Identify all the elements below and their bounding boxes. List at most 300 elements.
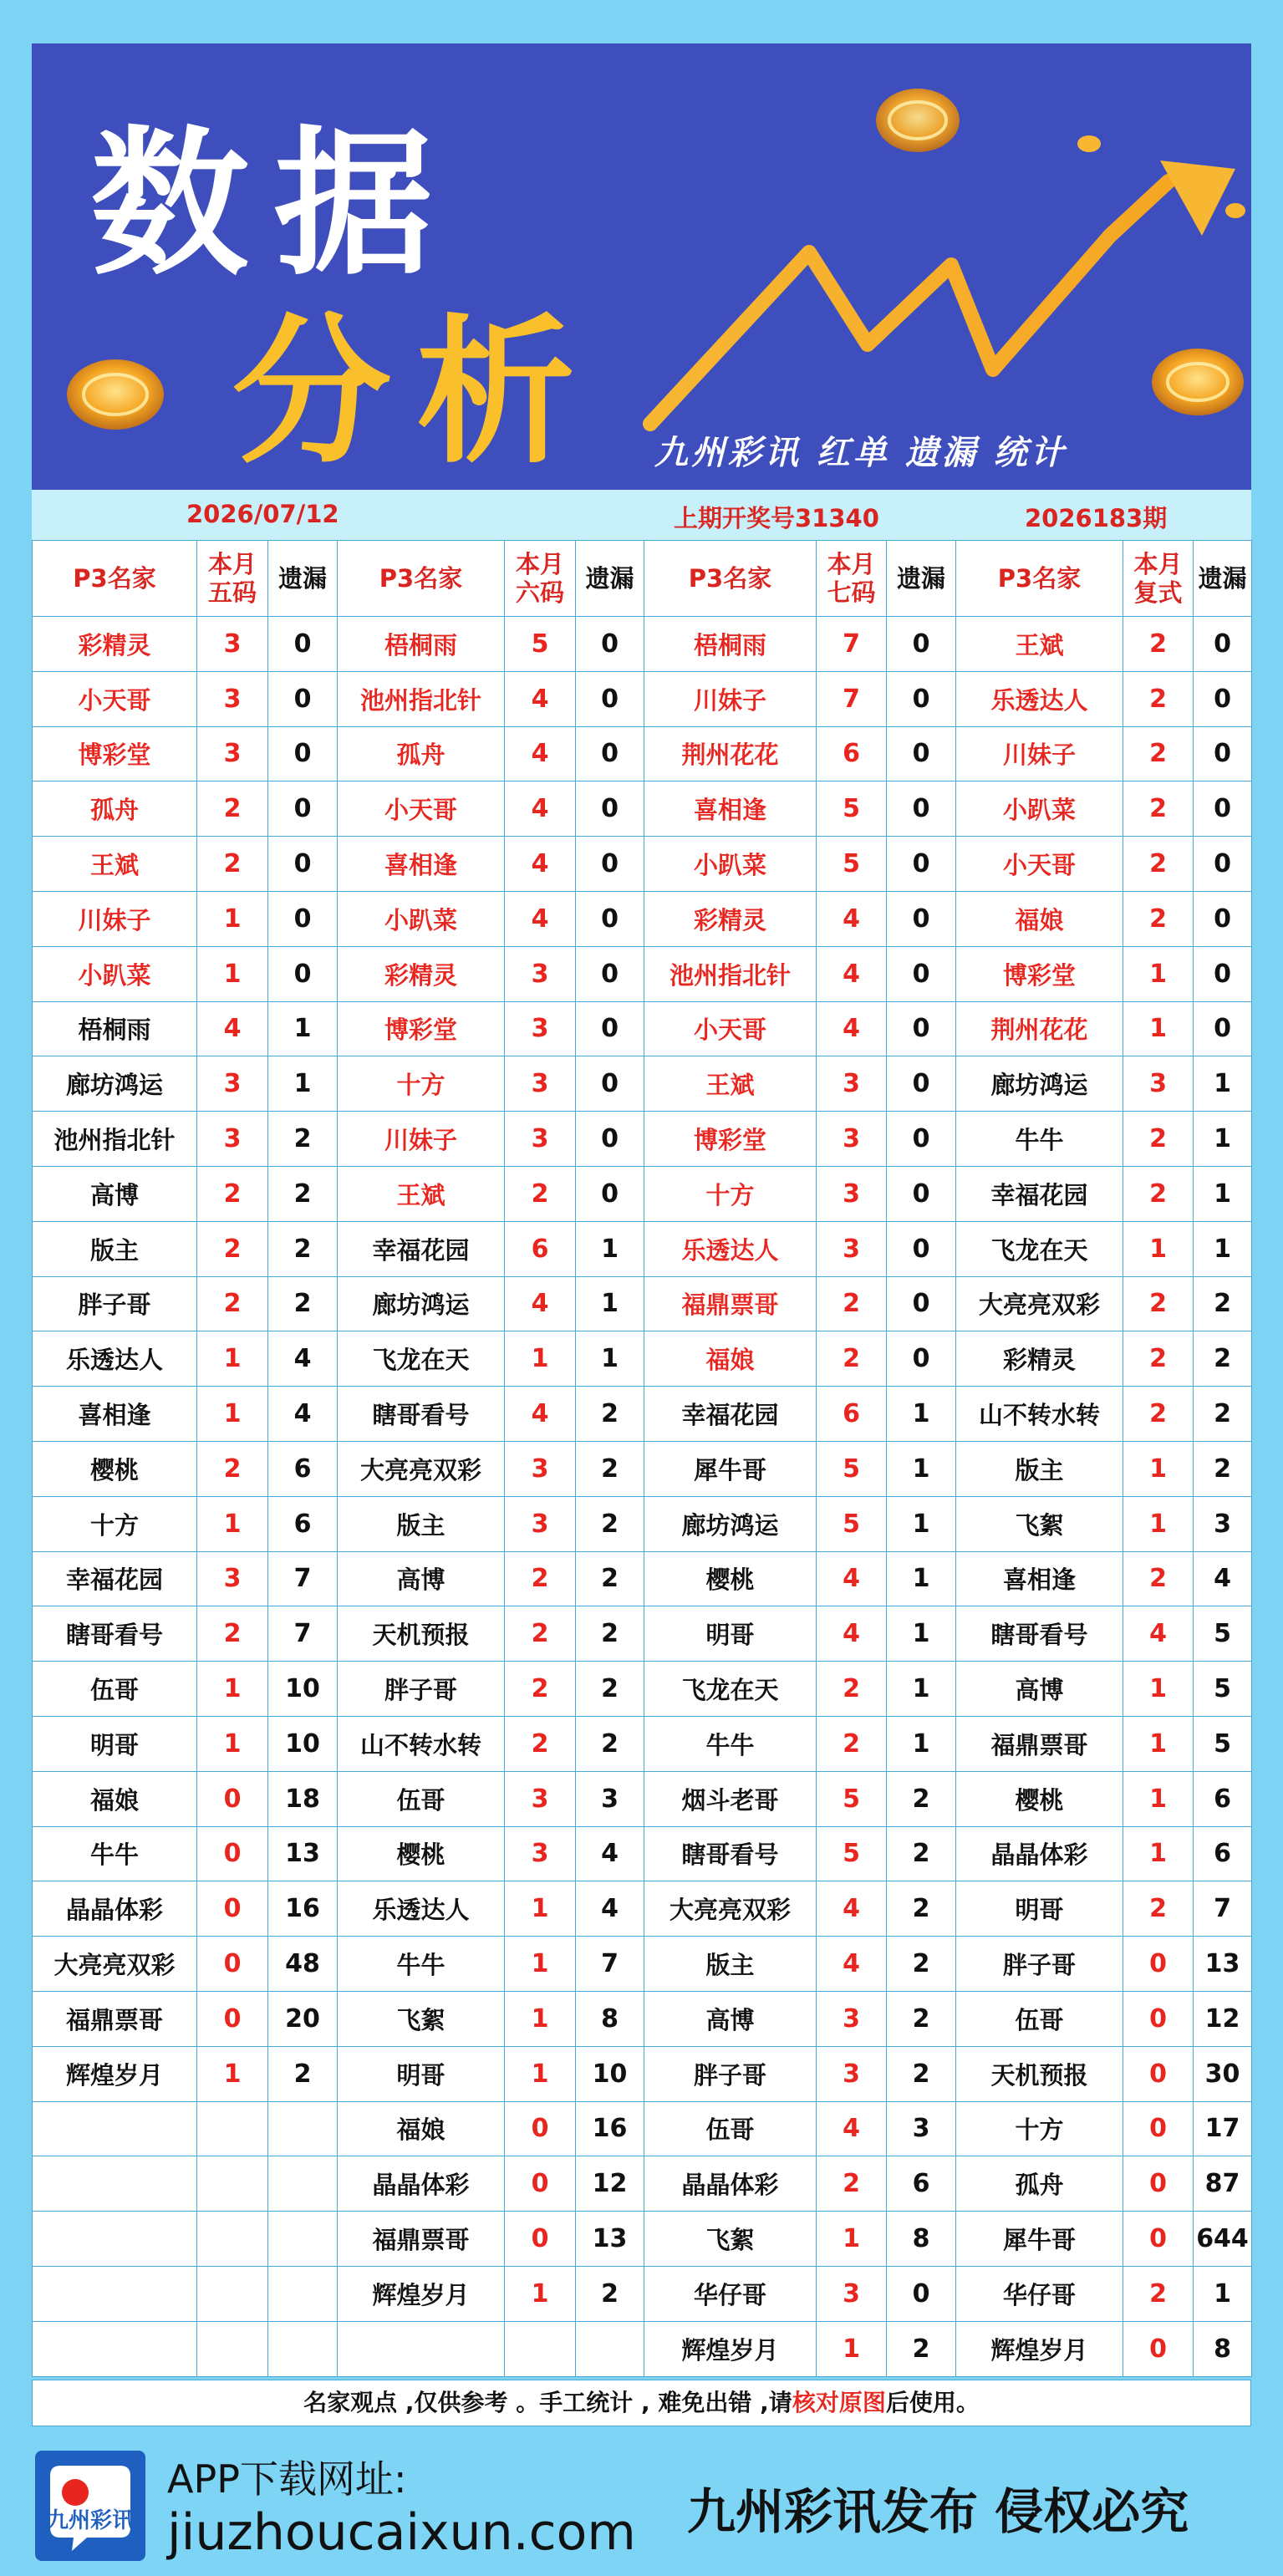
expert-name: 小趴菜: [956, 781, 1123, 837]
month-count: 4: [505, 1387, 576, 1442]
month-count: [197, 2321, 268, 2376]
month-count: 7: [817, 671, 887, 726]
month-count: 1: [1123, 1826, 1194, 1881]
table-row: [33, 1881, 1252, 1937]
miss-count: 87: [1194, 2156, 1252, 2212]
month-count: 1: [1123, 1771, 1194, 1826]
miss-count: 2: [887, 2321, 956, 2376]
expert-name: 高博: [338, 1551, 505, 1606]
month-count: 2: [1123, 1387, 1194, 1442]
miss-count: 1: [887, 1606, 956, 1662]
expert-name: 小天哥: [956, 837, 1123, 892]
expert-name: 梧桐雨: [338, 617, 505, 672]
miss-count: 0: [268, 671, 338, 726]
miss-count: 2: [887, 1991, 956, 2046]
month-count: 0: [1123, 2101, 1194, 2156]
month-count: 0: [505, 2212, 576, 2267]
banner-title-line1: 数据: [90, 112, 459, 297]
header-miss: 遗漏: [887, 541, 956, 617]
month-count: 2: [197, 781, 268, 837]
miss-count: 2: [268, 1112, 338, 1167]
header-month-count: 本月复式: [1123, 541, 1194, 617]
miss-count: 2: [887, 1826, 956, 1881]
table-row: [33, 1166, 1252, 1221]
expert-name: 廊坊鸿运: [338, 1276, 505, 1331]
miss-count: 2: [268, 1221, 338, 1276]
expert-name: 小趴菜: [33, 946, 197, 1001]
month-count: 1: [505, 1881, 576, 1937]
month-count: 5: [817, 1496, 887, 1551]
month-count: 3: [817, 1112, 887, 1167]
month-count: 3: [197, 1112, 268, 1167]
expert-name: 伍哥: [956, 1991, 1123, 2046]
miss-count: 0: [887, 837, 956, 892]
month-count: 0: [197, 1991, 268, 2046]
expert-name: 版主: [644, 1937, 817, 1992]
table-row: [33, 1716, 1252, 1771]
miss-count: 2: [576, 2266, 644, 2321]
miss-count: 6: [1194, 1771, 1252, 1826]
month-count: 3: [197, 726, 268, 781]
expert-name: 福鼎票哥: [338, 2212, 505, 2267]
expert-name: [33, 2212, 197, 2267]
expert-name: 伍哥: [644, 2101, 817, 2156]
miss-count: 0: [887, 1056, 956, 1112]
expert-name: 瞎哥看号: [644, 1826, 817, 1881]
table-row: [33, 1056, 1252, 1112]
coin-icon: [1152, 349, 1244, 415]
miss-count: 17: [1194, 2101, 1252, 2156]
table-row: [33, 1662, 1252, 1717]
expert-name: 十方: [33, 1496, 197, 1551]
month-count: 2: [1123, 1112, 1194, 1167]
table-row: [33, 1937, 1252, 1992]
banner-title-line2: 分析: [232, 300, 601, 485]
miss-count: 7: [268, 1551, 338, 1606]
miss-count: 0: [1194, 781, 1252, 837]
month-count: 2: [1123, 837, 1194, 892]
expert-name: 大亮亮双彩: [956, 1276, 1123, 1331]
miss-count: 0: [887, 1166, 956, 1221]
expert-name: 王斌: [956, 617, 1123, 672]
table-row: [33, 1441, 1252, 1496]
expert-name: 王斌: [33, 837, 197, 892]
miss-count: 2: [576, 1441, 644, 1496]
miss-count: 7: [268, 1606, 338, 1662]
month-count: 1: [1123, 1662, 1194, 1717]
miss-count: 12: [576, 2156, 644, 2212]
miss-count: 13: [1194, 1937, 1252, 1992]
expert-name: [33, 2156, 197, 2212]
miss-count: 10: [268, 1662, 338, 1717]
header-miss: 遗漏: [576, 541, 644, 617]
month-count: 3: [505, 1056, 576, 1112]
expert-name: [33, 2101, 197, 2156]
month-count: 3: [817, 1056, 887, 1112]
expert-name: 喜相逢: [956, 1551, 1123, 1606]
expert-name: 樱桃: [33, 1441, 197, 1496]
expert-name: 胖子哥: [956, 1937, 1123, 1992]
month-count: 7: [817, 617, 887, 672]
month-count: 4: [817, 1881, 887, 1937]
expert-name: 乐透达人: [338, 1881, 505, 1937]
expert-name: 明哥: [338, 2046, 505, 2101]
stats-table: [32, 540, 1252, 2377]
expert-name: 伍哥: [33, 1662, 197, 1717]
miss-count: [268, 2321, 338, 2376]
month-count: 4: [505, 726, 576, 781]
month-count: 5: [817, 781, 887, 837]
month-count: 2: [1123, 1881, 1194, 1937]
expert-name: 彩精灵: [338, 946, 505, 1001]
miss-count: 2: [576, 1606, 644, 1662]
month-count: 5: [817, 1441, 887, 1496]
month-count: [197, 2101, 268, 2156]
month-count: 1: [197, 1716, 268, 1771]
miss-count: 8: [576, 1991, 644, 2046]
table-row: [33, 2156, 1252, 2212]
banner-slogan: 九州彩讯 红单 遗漏 统计: [654, 434, 1067, 472]
month-count: 4: [817, 1937, 887, 1992]
expert-name: 天机预报: [338, 1606, 505, 1662]
expert-name: 福娘: [956, 891, 1123, 946]
miss-count: 1: [1194, 2266, 1252, 2321]
expert-name: 福鼎票哥: [956, 1716, 1123, 1771]
expert-name: 高博: [956, 1662, 1123, 1717]
month-count: 3: [505, 1771, 576, 1826]
miss-count: 0: [1194, 891, 1252, 946]
month-count: 1: [197, 1662, 268, 1717]
month-count: 3: [197, 671, 268, 726]
month-count: 6: [817, 726, 887, 781]
expert-name: [338, 2321, 505, 2376]
table-row: [33, 1112, 1252, 1167]
expert-name: 池州指北针: [644, 946, 817, 1001]
miss-count: 0: [576, 1056, 644, 1112]
month-count: 5: [817, 1826, 887, 1881]
miss-count: 2: [576, 1551, 644, 1606]
month-count: 2: [817, 1716, 887, 1771]
miss-count: 2: [1194, 1387, 1252, 1442]
expert-name: 高博: [33, 1166, 197, 1221]
miss-count: 2: [1194, 1276, 1252, 1331]
miss-count: 2: [576, 1662, 644, 1717]
expert-name: 华仔哥: [956, 2266, 1123, 2321]
miss-count: 0: [887, 1276, 956, 1331]
miss-count: 20: [268, 1991, 338, 2046]
expert-name: 明哥: [644, 1606, 817, 1662]
expert-name: 瞎哥看号: [338, 1387, 505, 1442]
miss-count: 7: [1194, 1881, 1252, 1937]
miss-count: 6: [887, 2156, 956, 2212]
miss-count: 6: [1194, 1826, 1252, 1881]
month-count: 2: [1123, 2266, 1194, 2321]
table-row: [33, 2321, 1252, 2376]
table-row: [33, 726, 1252, 781]
month-count: 1: [505, 1991, 576, 2046]
expert-name: 喜相逢: [33, 1387, 197, 1442]
expert-name: 樱桃: [956, 1771, 1123, 1826]
month-count: 3: [505, 1112, 576, 1167]
month-count: 0: [1123, 2046, 1194, 2101]
miss-count: 0: [268, 617, 338, 672]
miss-count: 8: [887, 2212, 956, 2267]
expert-name: 华仔哥: [644, 2266, 817, 2321]
month-count: 1: [505, 1937, 576, 1992]
miss-count: 0: [887, 671, 956, 726]
month-count: 2: [1123, 1551, 1194, 1606]
expert-name: 博彩堂: [644, 1112, 817, 1167]
month-count: 5: [817, 837, 887, 892]
note-text: 名家观点 ,仅供参考 。手工统计 , 难免出错 ,请: [303, 2389, 792, 2416]
expert-name: 明哥: [956, 1881, 1123, 1937]
miss-count: 5: [1194, 1662, 1252, 1717]
expert-name: 瞎哥看号: [956, 1606, 1123, 1662]
expert-name: 飞龙在天: [338, 1331, 505, 1387]
month-count: 2: [505, 1166, 576, 1221]
miss-count: 644: [1194, 2212, 1252, 2267]
month-count: 4: [505, 837, 576, 892]
month-count: 4: [817, 1551, 887, 1606]
app-download-url[interactable]: jiuzhoucaixun.com: [167, 2503, 636, 2562]
miss-count: 0: [576, 726, 644, 781]
month-count: 2: [1123, 617, 1194, 672]
miss-count: 0: [1194, 1001, 1252, 1056]
miss-count: 13: [576, 2212, 644, 2267]
expert-name: 荆州花花: [956, 1001, 1123, 1056]
expert-name: 樱桃: [644, 1551, 817, 1606]
expert-name: 小趴菜: [338, 891, 505, 946]
month-count: 2: [197, 837, 268, 892]
expert-name: 彩精灵: [644, 891, 817, 946]
miss-count: 0: [268, 891, 338, 946]
miss-count: 2: [268, 1166, 338, 1221]
expert-name: 乐透达人: [33, 1331, 197, 1387]
table-row: [33, 837, 1252, 892]
miss-count: 4: [576, 1881, 644, 1937]
expert-name: 廊坊鸿运: [956, 1056, 1123, 1112]
header-month-count: 本月七码: [817, 541, 887, 617]
month-count: 2: [1123, 1166, 1194, 1221]
miss-count: 0: [576, 671, 644, 726]
expert-name: 牛牛: [33, 1826, 197, 1881]
month-count: 4: [817, 2101, 887, 2156]
month-count: 2: [197, 1441, 268, 1496]
expert-name: 幸福花园: [644, 1387, 817, 1442]
expert-name: 王斌: [338, 1166, 505, 1221]
miss-count: 2: [1194, 1331, 1252, 1387]
month-count: 2: [1123, 1331, 1194, 1387]
miss-count: 0: [1194, 837, 1252, 892]
table-row: [33, 946, 1252, 1001]
miss-count: 16: [576, 2101, 644, 2156]
expert-name: 天机预报: [956, 2046, 1123, 2101]
expert-name: 荆州花花: [644, 726, 817, 781]
miss-count: 2: [1194, 1441, 1252, 1496]
month-count: 0: [197, 1826, 268, 1881]
expert-name: 大亮亮双彩: [644, 1881, 817, 1937]
note-text-end: 后使用。: [885, 2389, 980, 2416]
expert-name: 山不转水转: [956, 1387, 1123, 1442]
month-count: 3: [505, 1001, 576, 1056]
header-expert: P3名家: [338, 541, 505, 617]
miss-count: 0: [576, 781, 644, 837]
app-download-label: APP下载网址:: [167, 2456, 407, 2502]
month-count: 3: [505, 946, 576, 1001]
expert-name: 胖子哥: [33, 1276, 197, 1331]
month-count: 3: [197, 1551, 268, 1606]
expert-name: 孤舟: [956, 2156, 1123, 2212]
miss-count: 0: [268, 726, 338, 781]
table-row: [33, 1387, 1252, 1442]
miss-count: 2: [887, 1771, 956, 1826]
miss-count: 0: [887, 1331, 956, 1387]
miss-count: 2: [576, 1496, 644, 1551]
header-miss: 遗漏: [268, 541, 338, 617]
miss-count: 0: [576, 891, 644, 946]
table-row: [33, 2101, 1252, 2156]
header-miss: 遗漏: [1194, 541, 1252, 617]
expert-name: 川妹子: [338, 1112, 505, 1167]
miss-count: 1: [1194, 1112, 1252, 1167]
expert-name: 十方: [956, 2101, 1123, 2156]
miss-count: 18: [268, 1771, 338, 1826]
month-count: 1: [1123, 1496, 1194, 1551]
table-row: [33, 1771, 1252, 1826]
expert-name: 池州指北针: [338, 671, 505, 726]
miss-count: 1: [887, 1387, 956, 1442]
month-count: 2: [197, 1221, 268, 1276]
expert-name: 彩精灵: [33, 617, 197, 672]
miss-count: 0: [576, 1112, 644, 1167]
expert-name: 小天哥: [338, 781, 505, 837]
table-row: [33, 1276, 1252, 1331]
expert-name: 牛牛: [338, 1937, 505, 1992]
month-count: 1: [817, 2321, 887, 2376]
expert-name: 小趴菜: [644, 837, 817, 892]
month-count: 0: [505, 2156, 576, 2212]
miss-count: 0: [887, 781, 956, 837]
miss-count: 0: [1194, 726, 1252, 781]
expert-name: 飞絮: [956, 1496, 1123, 1551]
month-count: 2: [505, 1662, 576, 1717]
miss-count: 30: [1194, 2046, 1252, 2101]
expert-name: 烟斗老哥: [644, 1771, 817, 1826]
trend-arrow-icon: [650, 181, 1168, 424]
month-count: 3: [197, 617, 268, 672]
expert-name: 飞絮: [644, 2212, 817, 2267]
month-count: 2: [1123, 671, 1194, 726]
expert-name: 辉煌岁月: [956, 2321, 1123, 2376]
expert-name: 牛牛: [644, 1716, 817, 1771]
month-count: 4: [505, 1276, 576, 1331]
miss-count: 1: [887, 1496, 956, 1551]
month-count: 1: [197, 1331, 268, 1387]
header-expert: P3名家: [33, 541, 197, 617]
month-count: 1: [197, 946, 268, 1001]
miss-count: 0: [887, 617, 956, 672]
expert-name: 飞龙在天: [956, 1221, 1123, 1276]
expert-name: 梧桐雨: [33, 1001, 197, 1056]
month-count: 0: [1123, 2212, 1194, 2267]
month-count: 4: [817, 1001, 887, 1056]
miss-count: 2: [887, 1881, 956, 1937]
expert-name: 乐透达人: [956, 671, 1123, 726]
arrow-head-icon: [1160, 160, 1235, 236]
month-count: 1: [1123, 1441, 1194, 1496]
miss-count: 0: [887, 2266, 956, 2321]
expert-name: 孤舟: [33, 781, 197, 837]
month-count: 3: [197, 1056, 268, 1112]
coin-icon: [67, 359, 164, 430]
miss-count: 0: [887, 891, 956, 946]
month-count: 1: [197, 1387, 268, 1442]
expert-name: 犀牛哥: [644, 1441, 817, 1496]
miss-count: 0: [887, 1221, 956, 1276]
miss-count: 0: [268, 837, 338, 892]
month-count: 2: [1123, 781, 1194, 837]
table-row: [33, 1991, 1252, 2046]
month-count: 3: [817, 1166, 887, 1221]
expert-name: 梧桐雨: [644, 617, 817, 672]
miss-count: 2: [887, 2046, 956, 2101]
month-count: 4: [817, 891, 887, 946]
header-month-count: 本月五码: [197, 541, 268, 617]
table-row: [33, 781, 1252, 837]
miss-count: 1: [887, 1716, 956, 1771]
miss-count: 0: [1194, 617, 1252, 672]
month-count: 0: [197, 1771, 268, 1826]
month-count: 4: [1123, 1606, 1194, 1662]
expert-name: 高博: [644, 1991, 817, 2046]
svg-text:九州彩讯: 九州彩讯: [46, 2508, 135, 2533]
miss-count: 1: [576, 1276, 644, 1331]
header-expert: P3名家: [956, 541, 1123, 617]
month-count: 1: [817, 2212, 887, 2267]
miss-count: 12: [1194, 1991, 1252, 2046]
expert-name: 伍哥: [338, 1771, 505, 1826]
month-count: 4: [505, 671, 576, 726]
miss-count: 0: [268, 946, 338, 1001]
coin-icon: [1225, 203, 1245, 218]
month-count: 2: [197, 1606, 268, 1662]
miss-count: 0: [576, 837, 644, 892]
month-count: 2: [197, 1166, 268, 1221]
miss-count: 5: [1194, 1606, 1252, 1662]
expert-name: 乐透达人: [644, 1221, 817, 1276]
miss-count: 6: [268, 1441, 338, 1496]
miss-count: 1: [887, 1441, 956, 1496]
month-count: 2: [817, 1331, 887, 1387]
expert-name: 辉煌岁月: [33, 2046, 197, 2101]
expert-name: 博彩堂: [33, 726, 197, 781]
expert-name: 川妹子: [644, 671, 817, 726]
month-count: 6: [817, 1387, 887, 1442]
banner: [32, 43, 1251, 490]
expert-name: 胖子哥: [338, 1662, 505, 1717]
month-count: 3: [505, 1441, 576, 1496]
miss-count: 8: [1194, 2321, 1252, 2376]
expert-name: 幸福花园: [338, 1221, 505, 1276]
expert-name: 博彩堂: [338, 1001, 505, 1056]
issue-number: 2026183期: [1025, 504, 1168, 532]
miss-count: 0: [887, 726, 956, 781]
month-count: 2: [1123, 1276, 1194, 1331]
last-draw-number: 上期开奖号31340: [674, 504, 879, 532]
month-count: 2: [1123, 726, 1194, 781]
expert-name: 版主: [956, 1441, 1123, 1496]
table-row: [33, 1221, 1252, 1276]
